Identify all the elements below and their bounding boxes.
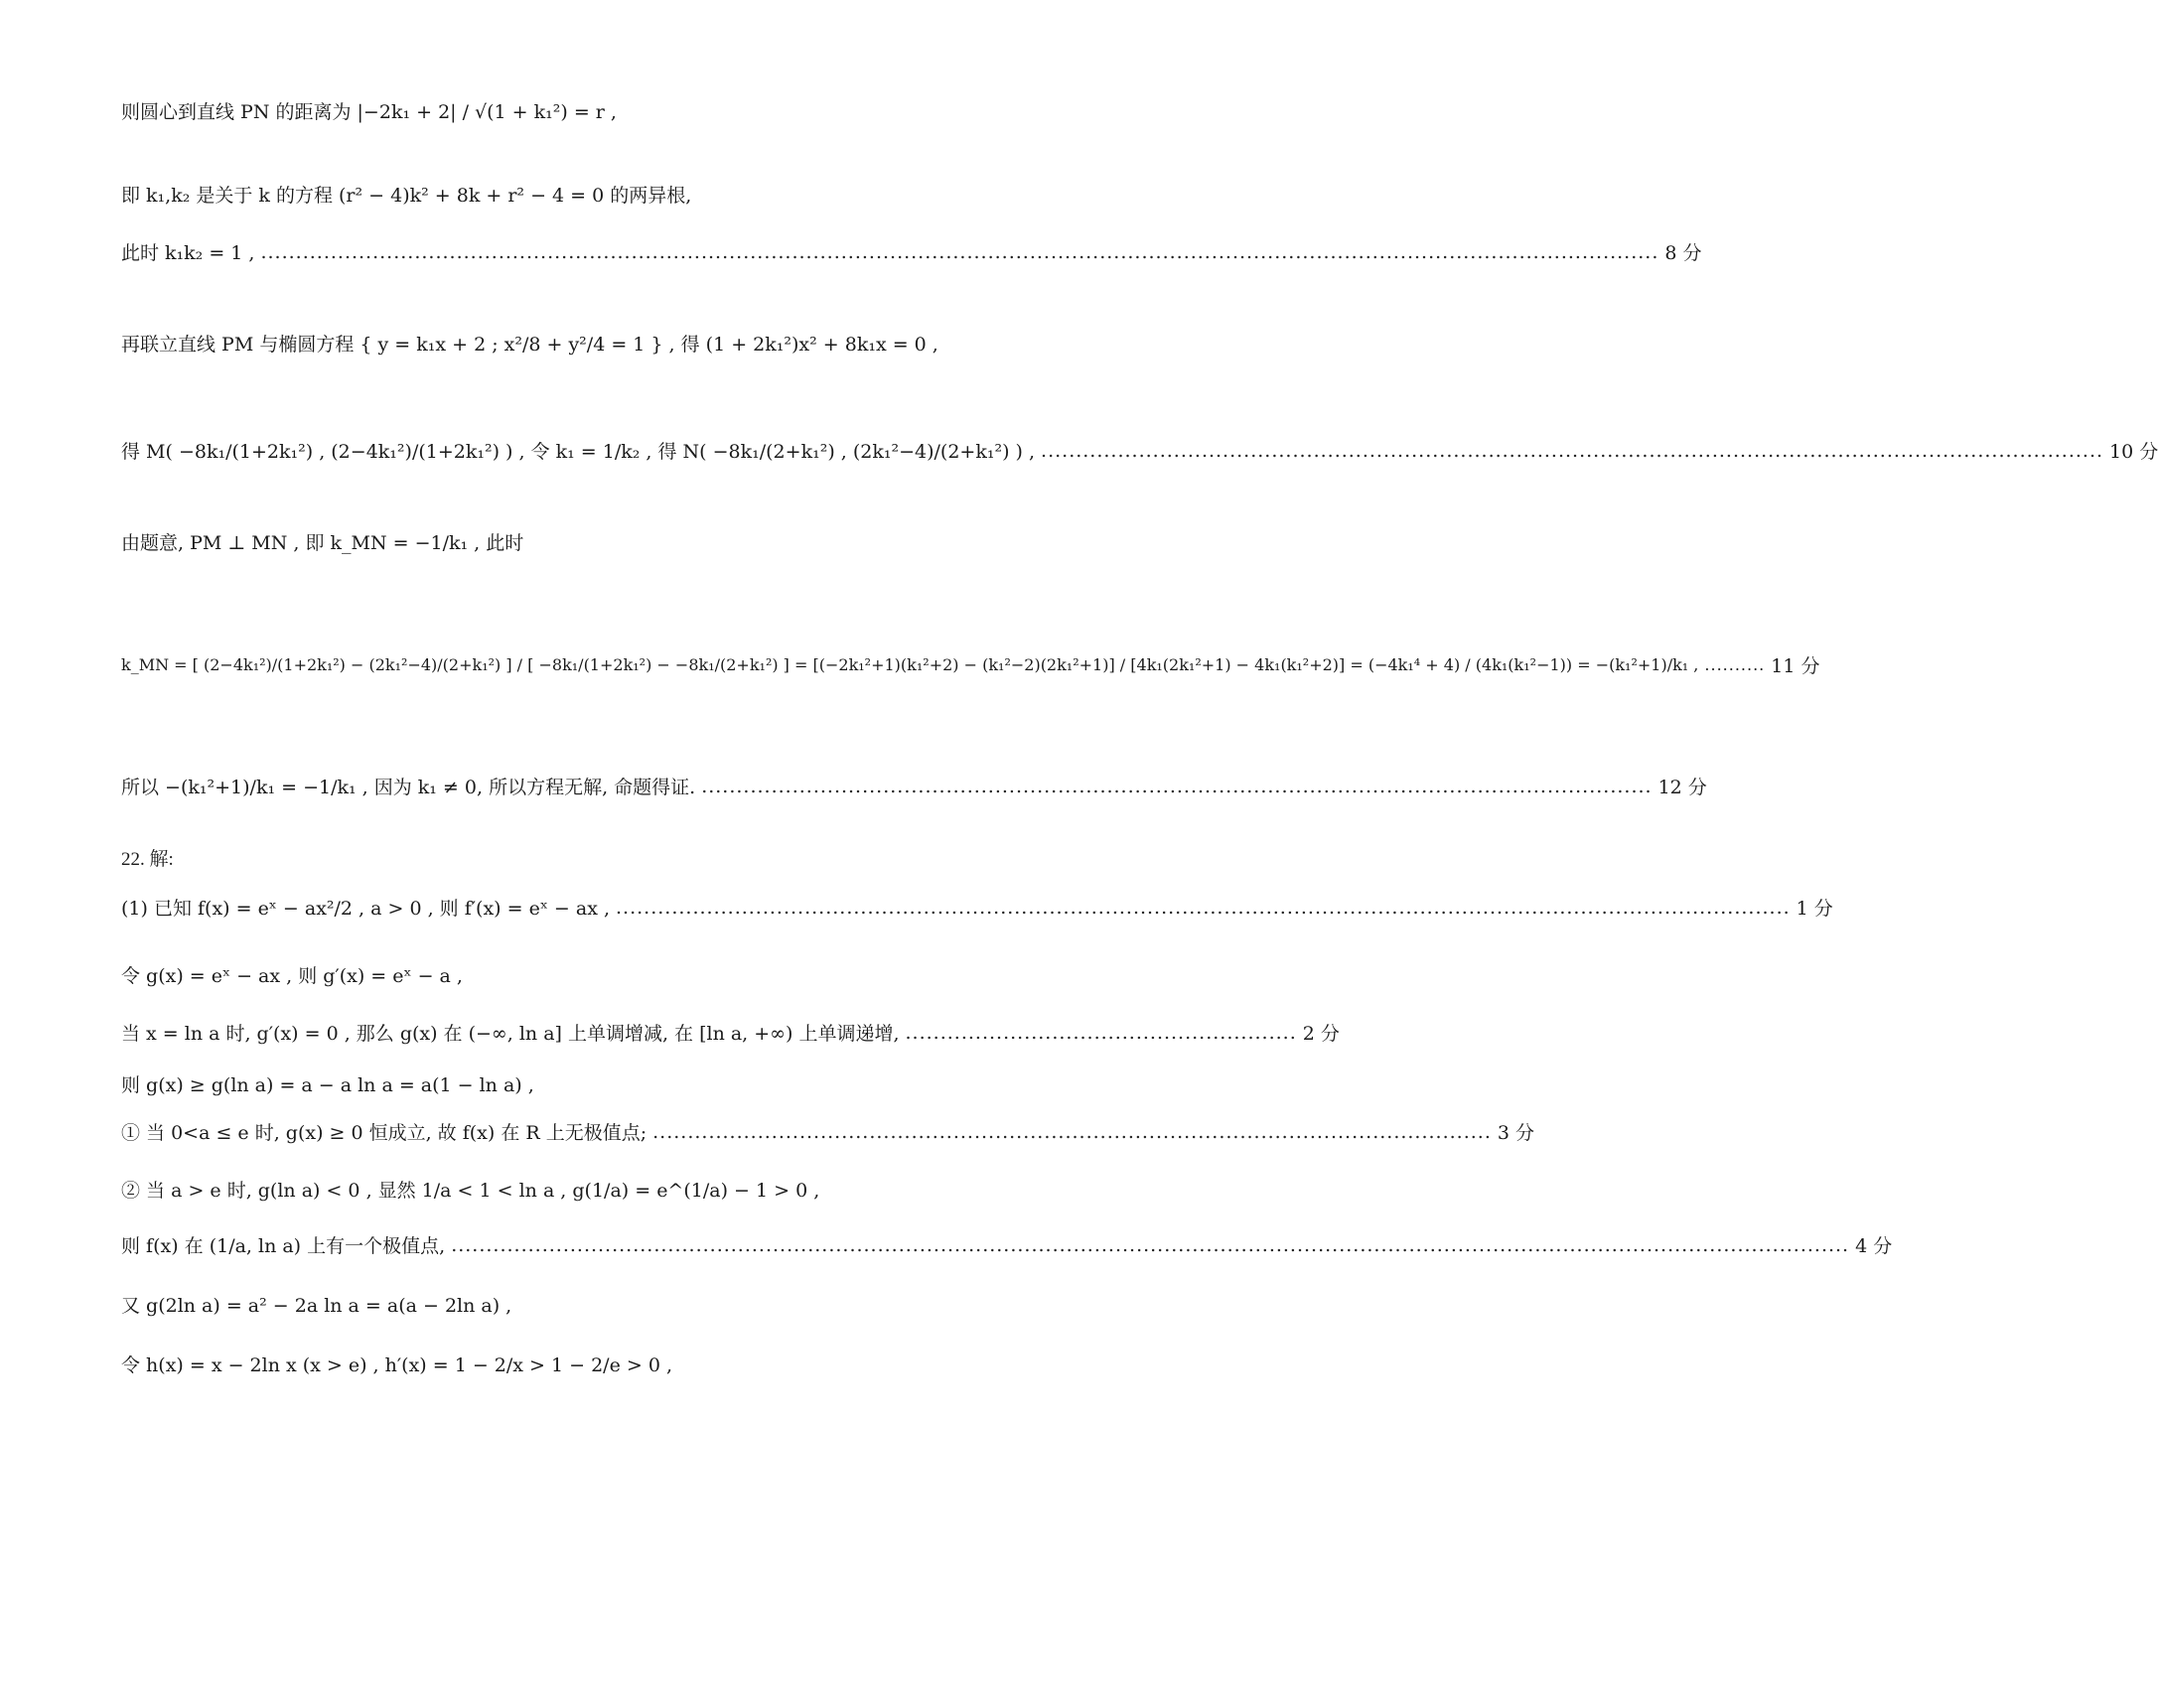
text-line-g-minimum <box>121 1070 1154 1097</box>
line-text: 令 h(x) = x − 2ln x (x > e) , h′(x) = 1 − 2/x > 1 − 2/e > 0 , <box>121 1354 672 1376</box>
leader-dots: ........................................................................................................................................................................ <box>616 896 1791 919</box>
score-label: 11 分 <box>1771 655 1820 677</box>
text-line-distance <box>121 97 1154 124</box>
score-label: 12 分 <box>1657 777 1707 798</box>
line-text: 所以 −(k₁²+1)/k₁ = −1/k₁ , 因为 k₁ ≠ 0, 所以方程无解, 命题得证. <box>121 777 696 798</box>
text-line-case-1 <box>121 1118 1535 1145</box>
leader-dots: .......... <box>1704 655 1766 674</box>
line-text: 得 M( −8k₁/(1+2k₁²) , (2−4k₁²)/(1+2k₁²) ) , 令 k₁ = 1/k₂ , 得 N( −8k₁/(2+k₁²) , (2k₁²−4)/(2+k₁²) ) , <box>121 441 1036 463</box>
line-text: 则圆心到直线 PN 的距离为 |−2k₁ + 2| / √(1 + k₁²) = r , <box>121 101 617 123</box>
score-label: 3 分 <box>1497 1122 1535 1144</box>
text-line-quadratic-roots <box>121 181 1154 208</box>
text-line-define-g <box>121 961 1154 988</box>
line-text: 此时 k₁k₂ = 1 , <box>121 242 255 264</box>
score-label: 4 分 <box>1855 1235 1893 1257</box>
line-text: ① 当 0<a ≤ e 时, g(x) ≥ 0 恒成立, 故 f(x) 在 R 上无极值点; <box>121 1122 647 1144</box>
line-text: 22. 解: <box>121 849 174 870</box>
text-line-derivative-f <box>121 894 1833 921</box>
line-text: 又 g(2ln a) = a² − 2a ln a = a(a − 2ln a) , <box>121 1295 512 1317</box>
line-text: 即 k₁,k₂ 是关于 k 的方程 (r² − 4)k² + 8k + r² − 4 = 0 的两异根, <box>121 185 692 207</box>
line-text: 则 g(x) ≥ g(ln a) = a − a ln a = a(1 − ln a) , <box>121 1074 534 1096</box>
line-text: 再联立直线 PM 与椭圆方程 { y = k₁x + 2 ; x²/8 + y²/4 = 1 } , 得 (1 + 2k₁²)x² + 8k₁x = 0 , <box>121 334 938 356</box>
line-text: 由题意, PM ⊥ MN , 即 k_MN = −1/k₁ , 此时 <box>121 532 524 554</box>
text-line-case-2 <box>121 1176 1154 1203</box>
text-line-product-k <box>121 238 1702 265</box>
text-line-extremum <box>121 1231 1893 1258</box>
score-label: 8 分 <box>1664 242 1702 264</box>
line-text: k_MN = [ (2−4k₁²)/(1+2k₁²) − (2k₁²−4)/(2+k₁²) ] / [ −8k₁/(1+2k₁²) − −8k₁/(2+k₁²) ] = [(−2k₁²+1)(k₁²+2) − (k₁²−2)(2k₁²+1)] / [4k₁(2k₁²+1) − 4k₁(k₁²+2)] = (−4k₁⁴ + 4) / (4k₁(k₁²−1)) = −(k₁²+1)/k₁ , <box>121 655 1699 674</box>
line-text: (1) 已知 f(x) = eˣ − ax²/2 , a > 0 , 则 f′(x) = eˣ − ax , <box>121 898 611 920</box>
leader-dots: ........................................................................................................................................................................................................ <box>260 240 1659 263</box>
problem-22-heading <box>121 844 1154 871</box>
leader-dots: ........................................................................................................................................................................................................ <box>451 1233 1850 1256</box>
text-line-slope-mn <box>121 651 1820 678</box>
line-text: ② 当 a > e 时, g(ln a) < 0 , 显然 1/a < 1 < ln a , g(1/a) = e^(1/a) − 1 > 0 , <box>121 1180 820 1202</box>
line-text: 令 g(x) = eˣ − ax , 则 g′(x) = eˣ − a , <box>121 965 463 987</box>
text-line-g-2lna <box>121 1291 1154 1318</box>
leader-dots: ........................................................................................................................................................ <box>1041 439 2104 462</box>
leader-dots: ........................................................................................................................................ <box>701 775 1653 797</box>
score-label: 1 分 <box>1796 898 1833 920</box>
leader-dots: ........................................................................................................................ <box>652 1120 1492 1143</box>
text-line-conclusion <box>121 773 1707 799</box>
text-line-perpendicular <box>121 528 1154 555</box>
text-line-points-mn <box>121 437 2158 464</box>
text-line-monotonic <box>121 1019 1340 1046</box>
score-label: 2 分 <box>1302 1023 1340 1045</box>
score-label: 10 分 <box>2109 441 2158 463</box>
text-line-define-h <box>121 1351 1154 1377</box>
line-text: 则 f(x) 在 (1/a, ln a) 上有一个极值点, <box>121 1235 446 1257</box>
leader-dots: ........................................................ <box>905 1021 1297 1044</box>
text-line-ellipse-system <box>121 330 1154 356</box>
line-text: 当 x = ln a 时, g′(x) = 0 , 那么 g(x) 在 (−∞, ln a] 上单调增减, 在 [ln a, +∞) 上单调递增, <box>121 1023 900 1045</box>
